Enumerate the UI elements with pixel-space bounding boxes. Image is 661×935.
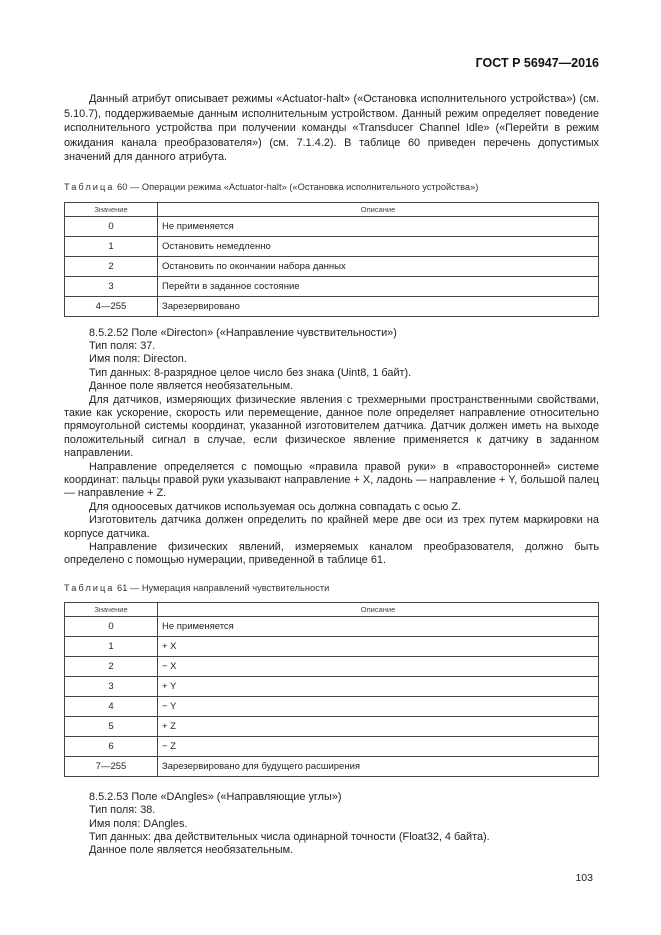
description-cell: + Z	[158, 716, 599, 736]
table-row	[65, 676, 599, 696]
description-cell: Остановить немедленно	[158, 236, 599, 256]
caption-word: Таблица	[64, 181, 115, 192]
table-row	[65, 616, 599, 636]
intro-paragraph	[64, 92, 599, 165]
paragraph: Для датчиков, измеряющих физические явления с трехмерными пространственными свойствами, такие как ускорение, скорость или перемещение, данное поле определяет направление относительно прямоугольной системы координат, указанной изготовителем датчика. Датчик должен иметь на выходе положительный сигнал в случае, если физическое явление применяется к датчику в заданном направлении.	[64, 393, 599, 460]
paragraph: Направление физических явлений, измеряемых каналом преобразователя, должно быть определено с помощью нумерации, приведенной в таблице 61.	[64, 541, 599, 567]
value-cell: 2	[65, 256, 158, 276]
table-header-row	[65, 202, 599, 216]
table-row	[65, 636, 599, 656]
table-row	[65, 736, 599, 756]
table-60	[64, 202, 599, 317]
paragraph: Данный атрибут описывает режимы «Actuator-halt» («Остановка исполнительного устройства») (см. 5.10.7), поддерживаемые данным исполнительным устройством. Данный режим определяет поведение исполнительного устройства при получении команды «Transducer Channel Idle» («Перейти в режим ожидания канала преобразователя») (см. 7.1.4.2). В таблице 60 приведен перечень допустимых значений для данного атрибута.	[64, 93, 599, 163]
description-cell: Зарезервировано для будущего расширения	[158, 756, 599, 776]
table-row	[65, 296, 599, 316]
paragraph: 8.5.2.53 Поле «DAngles» («Направляющие углы»)	[89, 790, 342, 803]
paragraph: Данное поле является необязательным.	[89, 380, 294, 393]
page-number: 103	[575, 871, 593, 884]
value-cell: 0	[65, 616, 158, 636]
description-cell: Остановить по окончании набора данных	[158, 256, 599, 276]
table-row	[65, 276, 599, 296]
description-cell: Не применяется	[158, 616, 599, 636]
value-cell: 3	[65, 676, 158, 696]
value-cell: 1	[65, 636, 158, 656]
value-cell: 6	[65, 736, 158, 756]
value-cell: 4—255	[65, 296, 158, 316]
paragraph: Направление определяется с помощью «правила правой руки» в «правосторонней» системе координат: пальцы правой руки указывают направление + X, ладонь — направление + Y, большой палец — направление + Z.	[64, 460, 599, 500]
column-header: Значение	[65, 602, 158, 616]
paragraph: 8.5.2.52 Поле «Directon» («Направление чувствительности»)	[89, 326, 397, 339]
table-row	[65, 716, 599, 736]
table-60-caption	[64, 181, 599, 193]
description-cell: − Y	[158, 696, 599, 716]
table-row	[65, 236, 599, 256]
section-8-5-2-52	[64, 327, 599, 568]
column-header: Значение	[65, 202, 158, 216]
description-cell: Зарезервировано	[158, 296, 599, 316]
value-cell: 4	[65, 696, 158, 716]
table-61	[64, 602, 599, 777]
paragraph: Данное поле является необязательным.	[89, 844, 294, 857]
table-row	[65, 756, 599, 776]
value-cell: 0	[65, 216, 158, 236]
caption-text: 61 — Нумерация направлений чувствительности	[114, 582, 330, 593]
paragraph: Имя поля: DAngles.	[89, 817, 188, 830]
value-cell: 5	[65, 716, 158, 736]
caption-word: Таблица	[64, 582, 115, 593]
paragraph: Тип данных: два действительных числа одинарной точности (Float32, 4 байта).	[89, 831, 490, 844]
value-cell: 2	[65, 656, 158, 676]
paragraph: Имя поля: Directon.	[89, 353, 187, 366]
table-row	[65, 696, 599, 716]
column-header: Описание	[158, 202, 599, 216]
paragraph: Изготовитель датчика должен определить по крайней мере две оси из трех путем маркировки на корпусе датчика.	[64, 514, 599, 540]
description-cell: + Y	[158, 676, 599, 696]
table-header-row	[65, 602, 599, 616]
table-row	[65, 656, 599, 676]
table-row	[65, 216, 599, 236]
description-cell: − X	[158, 656, 599, 676]
column-header: Описание	[158, 602, 599, 616]
paragraph: Тип поля: 38.	[89, 804, 156, 817]
description-cell: Перейти в заданное состояние	[158, 276, 599, 296]
paragraph: Для одноосевых датчиков используемая ось должна совпадать с осью Z.	[89, 500, 462, 513]
table-61-caption	[64, 582, 599, 594]
description-cell: − Z	[158, 736, 599, 756]
section-8-5-2-53	[64, 791, 599, 858]
document-header: ГОСТ Р 56947—2016	[475, 56, 599, 70]
value-cell: 3	[65, 276, 158, 296]
paragraph: Тип поля: 37.	[89, 339, 156, 352]
paragraph: Тип данных: 8-разрядное целое число без знака (Uint8, 1 байт).	[89, 366, 412, 379]
description-cell: Не применяется	[158, 216, 599, 236]
table-row	[65, 256, 599, 276]
description-cell: + X	[158, 636, 599, 656]
value-cell: 7—255	[65, 756, 158, 776]
value-cell: 1	[65, 236, 158, 256]
caption-text: 60 — Операции режима «Actuator-halt» («Остановка исполнительного устройства»)	[114, 181, 479, 192]
